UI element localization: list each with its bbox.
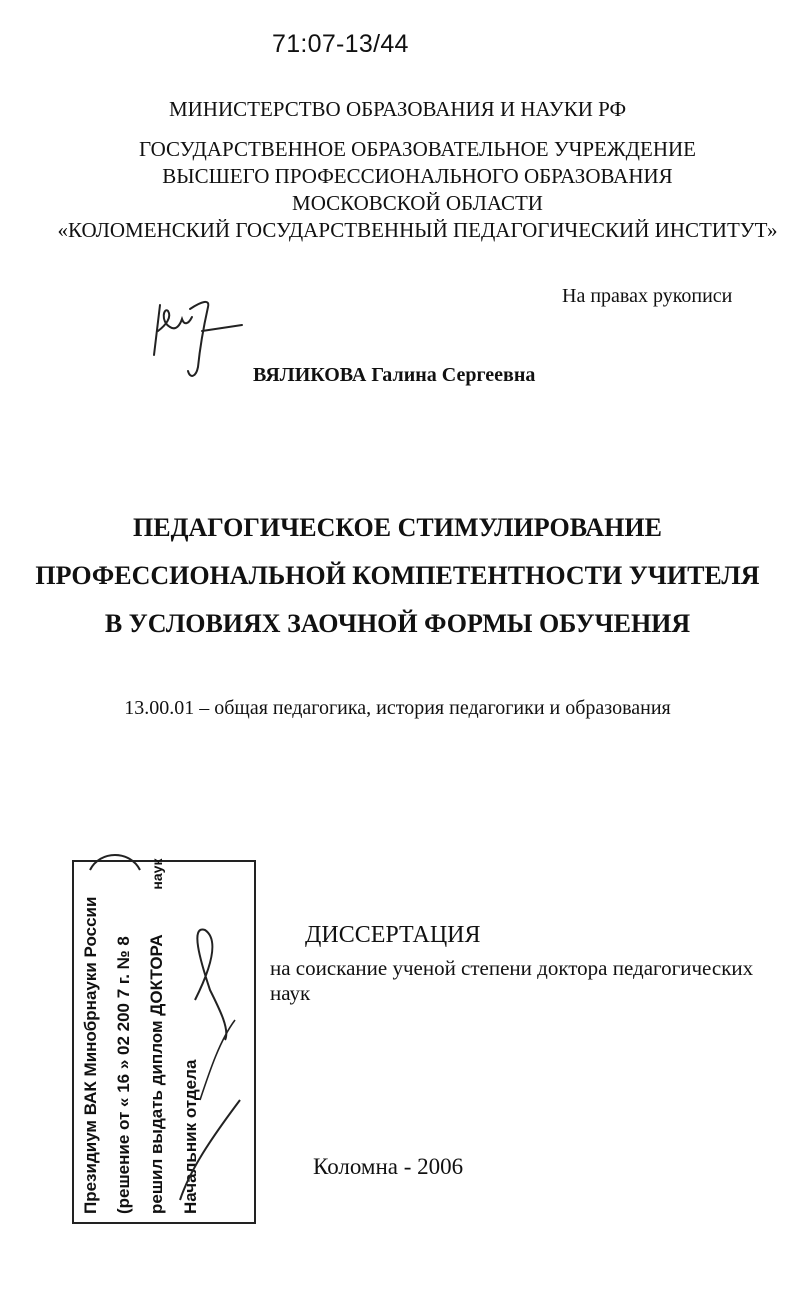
document-type: ДИССЕРТАЦИЯ [305, 922, 481, 948]
stamp-line-3-suffix: наук [149, 858, 165, 890]
signature-icon [150, 295, 250, 385]
title-line-3: В УСЛОВИЯХ ЗАОЧНОЙ ФОРМЫ ОБУЧЕНИЯ [104, 609, 691, 638]
author-given-name: Галина Сергеевна [371, 364, 536, 386]
ministry-line: МИНИСТЕРСТВО ОБРАЗОВАНИЯ И НАУКИ РФ [168, 97, 627, 121]
specialty-code: 13.00.01 – общая педагогика, история педагогики и образования [124, 697, 671, 719]
place-year: Коломна - 2006 [313, 1154, 464, 1179]
title-line-2: ПРОФЕССИОНАЛЬНОЙ КОМПЕТЕНТНОСТИ УЧИТЕЛЯ [35, 561, 760, 590]
institution-line-3: МОСКОВСКОЙ ОБЛАСТИ [292, 191, 543, 215]
author-surname: ВЯЛИКОВА [253, 364, 367, 386]
stamp-line-2: (решение от « 16 » 02 200 7 г. № 8 [114, 936, 133, 1214]
title-line-1: ПЕДАГОГИЧЕСКОЕ СТИМУЛИРОВАНИЕ [133, 513, 662, 542]
archive-code: 71:07-13/44 [272, 30, 409, 58]
author-line [253, 364, 535, 387]
stamp-line-4: Начальник отдела [181, 1059, 200, 1214]
handwritten-stamp-marks-icon [60, 840, 260, 1260]
institution-block [20, 136, 795, 244]
institution-line-2: ВЫСШЕГО ПРОФЕССИОНАЛЬНОГО ОБРАЗОВАНИЯ [162, 164, 673, 188]
degree-line: на соискание ученой степени доктора педагогических наук [270, 956, 754, 1005]
manuscript-rights: На правах рукописи [562, 285, 733, 307]
stamp-line-1: Президиум ВАК Минобрнауки России [81, 896, 100, 1214]
institution-line-1: ГОСУДАРСТВЕННОЕ ОБРАЗОВАТЕЛЬНОЕ УЧРЕЖДЕНИЕ [139, 137, 696, 161]
institution-line-4: «КОЛОМЕНСКИЙ ГОСУДАРСТВЕННЫЙ ПЕДАГОГИЧЕСКИЙ ИНСТИТУТ» [57, 218, 778, 242]
stamp-line-3-text: решил выдать диплом ДОКТОРА [147, 934, 166, 1214]
dissertation-title [0, 504, 795, 648]
